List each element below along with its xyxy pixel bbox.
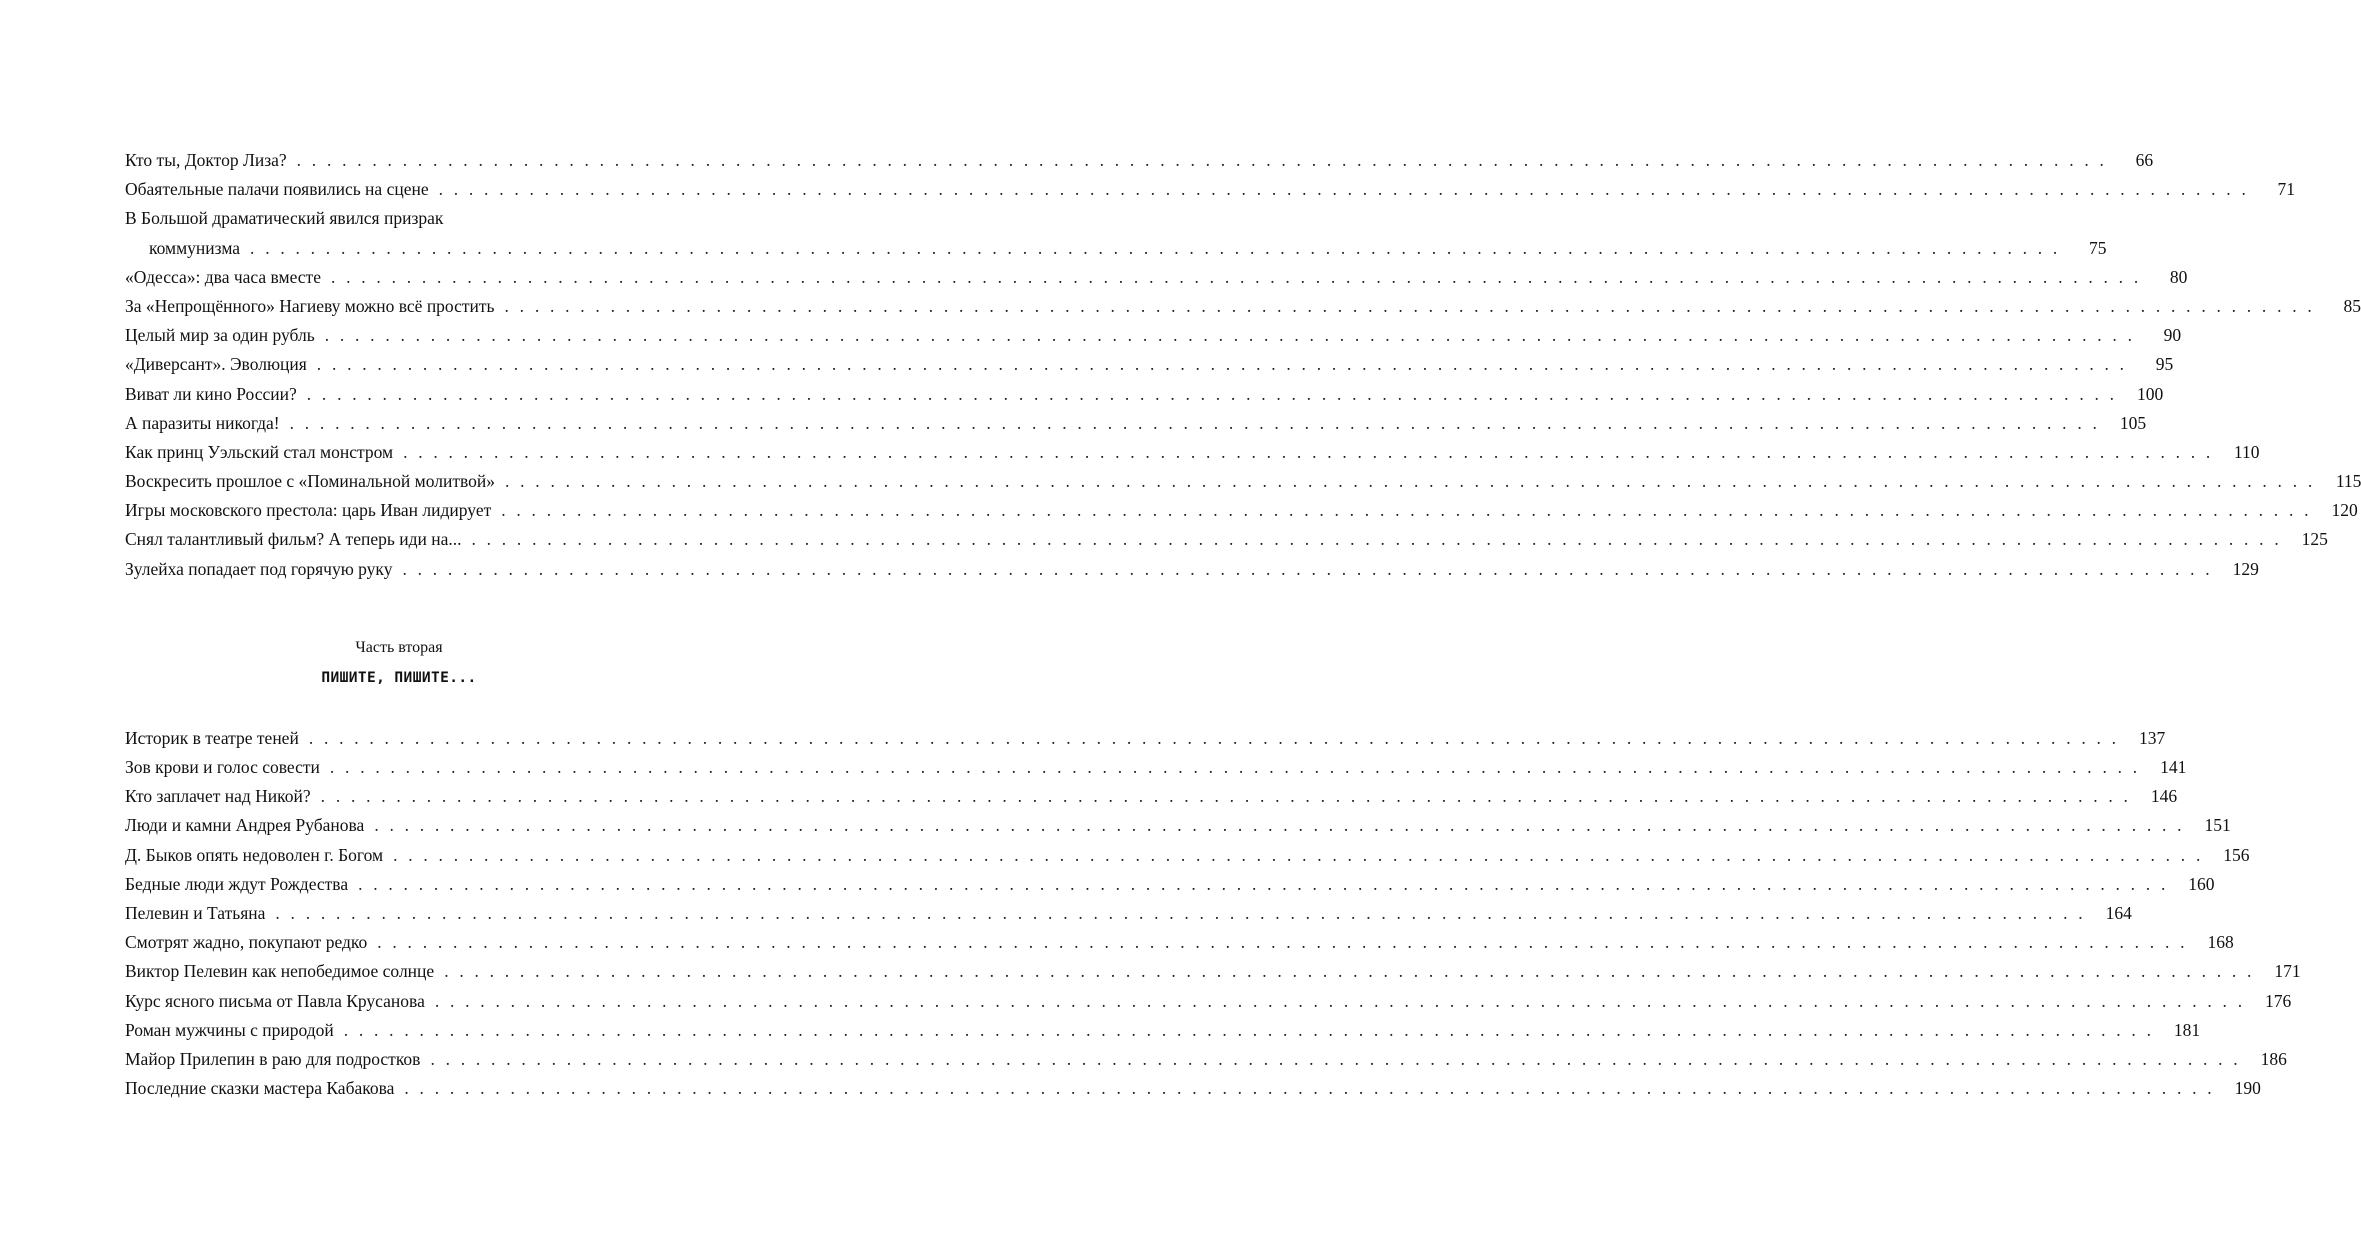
toc-entry-title-continuation: коммунизма (149, 237, 241, 258)
dot-leader: . . . . . . . . . . . . . . . . . . . . . . . . . . . . . . . . . . . . . . . . . . . . . . . . . . . . . . . . . . . . . . . . . . . . . . . . . . . . . . . . . . . . . . . . . . . . . . . . . . . . . . . . . . . . . . . . . . . . . . . . (403, 441, 2214, 462)
toc-entry-title: Виват ли кино России? (125, 383, 297, 404)
dot-leader: . . . . . . . . . . . . . . . . . . . . . . . . . . . . . . . . . . . . . . . . . . . . . . . . . . . . . . . . . . . . . . . . . . . . . . . . . . . . . . . . . . . . . . . . . . . . . . . . . . . . . . . . . . . . . . . . . . . . . . . . (250, 237, 2061, 258)
dot-leader: . . . . . . . . . . . . . . . . . . . . . . . . . . . . . . . . . . . . . . . . . . . . . . . . . . . . . . . . . . . . . . . . . . . . . . . . . . . . . . . . . . . . . . . . . . . . . . . . . . . . . . . . . . . . . . . . . . . . . . . . (393, 844, 2204, 865)
toc-entry-title: Игры московского престола: царь Иван лидирует (125, 500, 492, 521)
dot-leader: . . . . . . . . . . . . . . . . . . . . . . . . . . . . . . . . . . . . . . . . . . . . . . . . . . . . . . . . . . . . . . . . . . . . . . . . . . . . . . . . . . . . . . . . . . . . . . . . . . . . . . . . . . . . . . . . . . . . . . . . (505, 471, 2316, 492)
toc-section-1 (125, 146, 2361, 584)
toc-page-number: 85 (2343, 295, 2361, 316)
toc-page-number: 171 (2274, 961, 2301, 982)
dot-leader: . . . . . . . . . . . . . . . . . . . . . . . . . . . . . . . . . . . . . . . . . . . . . . . . . . . . . . . . . . . . . . . . . . . . . . . . . . . . . . . . . . . . . . . . . . . . . . . . . . . . . . . . . . . . . . . . . . . . . . . . (374, 815, 2185, 836)
toc-entry (125, 957, 2301, 986)
toc-entry-title: Последние сказки мастера Кабакова (125, 1078, 395, 1099)
toc-entry (125, 841, 2250, 870)
toc-entry-title: Бедные люди ждут Рождества (125, 873, 349, 894)
toc-entry-title: Как принц Уэльский стал монстром (125, 441, 394, 462)
toc-page-number: 190 (2234, 1078, 2261, 1099)
toc-entry (125, 1045, 2287, 1074)
dot-leader: . . . . . . . . . . . . . . . . . . . . . . . . . . . . . . . . . . . . . . . . . . . . . . . . . . . . . . . . . . . . . . . . . . . . . . . . . . . . . . . . . . . . . . . . . . . . . . . . . . . . . . . . . . . . . . . . . . . . . . . . (404, 1078, 2215, 1099)
dot-leader: . . . . . . . . . . . . . . . . . . . . . . . . . . . . . . . . . . . . . . . . . . . . . . . . . . . . . . . . . . . . . . . . . . . . . . . . . . . . . . . . . . . . . . . . . . . . . . . . . . . . . . . . . . . . . . . . . . . . . . . . (320, 786, 2132, 807)
dot-leader: . . . . . . . . . . . . . . . . . . . . . . . . . . . . . . . . . . . . . . . . . . . . . . . . . . . . . . . . . . . . . . . . . . . . . . . . . . . . . . . . . . . . . . . . . . . . . . . . . . . . . . . . . . . . . . . . . . . . . . . . (471, 529, 2282, 550)
dot-leader: . . . . . . . . . . . . . . . . . . . . . . . . . . . . . . . . . . . . . . . . . . . . . . . . . . . . . . . . . . . . . . . . . . . . . . . . . . . . . . . . . . . . . . . . . . . . . . . . . . . . . . . . . . . . . . . . . . . . . . . . (275, 902, 2086, 923)
dot-leader: . . . . . . . . . . . . . . . . . . . . . . . . . . . . . . . . . . . . . . . . . . . . . . . . . . . . . . . . . . . . . . . . . . . . . . . . . . . . . . . . . . . . . . . . . . . . . . . . . . . . . . . . . . . . . . . . . . . . . . . . (430, 1048, 2241, 1069)
toc-entry-title: Смотрят жадно, покупают редко (125, 932, 368, 953)
toc-page-number: 141 (2160, 757, 2187, 777)
toc-entry-title: За «Непрощённого» Нагиеву можно всё простить (125, 295, 495, 316)
toc-entry (125, 234, 2107, 263)
dot-leader: . . . . . . . . . . . . . . . . . . . . . . . . . . . . . . . . . . . . . . . . . . . . . . . . . . . . . . . . . . . . . . . . . . . . . . . . . . . . . . . . . . . . . . . . . . . . . . . . . . . . . . . . . . . . . . . . . . . . . . . . (324, 325, 2136, 346)
toc-entry-title: Роман мужчины с природой (125, 1019, 334, 1040)
toc-entry-title: Курс ясного письма от Павла Крусанова (125, 990, 425, 1011)
toc-entry (125, 146, 2154, 175)
toc-entry (125, 928, 2234, 957)
toc-entry-title: «Диверсант». Эволюция (125, 354, 307, 375)
toc-entry-title: А паразиты никогда! (125, 412, 280, 433)
toc-entry-title: Майор Прилепин в раю для подростков (125, 1048, 421, 1069)
toc-entry-title: Пелевин и Татьяна (125, 902, 266, 923)
toc-page-number: 137 (2139, 727, 2166, 748)
toc-entry-title: Снял талантливый фильм? А теперь иди на... (125, 529, 462, 550)
toc-entry-title: Д. Быков опять недоволен г. Богом (125, 844, 384, 865)
toc-entry (125, 350, 2174, 379)
toc-entry (125, 438, 2260, 467)
toc-page-number: 71 (2277, 179, 2296, 200)
toc-page-number: 120 (2331, 500, 2358, 521)
toc-entry (125, 753, 2187, 782)
dot-leader: . . . . . . . . . . . . . . . . . . . . . . . . . . . . . . . . . . . . . . . . . . . . . . . . . . . . . . . . . . . . . . . . . . . . . . . . . . . . . . . . . . . . . . . . . . . . . . . . . . . . . . . . . . . . . . . . . . . . . . . . (358, 873, 2169, 894)
toc-entry-title: В Большой драматический явился призрак (125, 208, 444, 229)
toc-page-number: 125 (2301, 529, 2328, 550)
toc-page-number: 176 (2265, 990, 2292, 1011)
part-label: Часть вторая (355, 638, 443, 656)
toc-entry-title: Историк в театре теней (125, 727, 299, 748)
toc-entry-title: Зулейха попадает под горячую руку (125, 558, 393, 579)
toc-page-number: 156 (2223, 844, 2250, 865)
toc-entry (125, 811, 2231, 840)
toc-entry (125, 380, 2164, 409)
toc-page-number: 168 (2207, 932, 2234, 953)
toc-entry-title: Кто заплачет над Никой? (125, 786, 311, 807)
dot-leader: . . . . . . . . . . . . . . . . . . . . . . . . . . . . . . . . . . . . . . . . . . . . . . . . . . . . . . . . . . . . . . . . . . . . . . . . . . . . . . . . . . . . . . . . . . . . . . . . . . . . . . . . . . . . . . . . . . . . . . . . (343, 1019, 2155, 1040)
dot-leader: . . . . . . . . . . . . . . . . . . . . . . . . . . . . . . . . . . . . . . . . . . . . . . . . . . . . . . . . . . . . . . . . . . . . . . . . . . . . . . . . . . . . . . . . . . . . . . . . . . . . . . . . . . . . . . . . . . . . . . . . (402, 558, 2213, 579)
dot-leader: . . . . . . . . . . . . . . . . . . . . . . . . . . . . . . . . . . . . . . . . . . . . . . . . . . . . . . . . . . . . . . . . . . . . . . . . . . . . . . . . . . . . . . . . . . . . . . . . . . . . . . . . . . . . . . . . . . . . . . . . (377, 932, 2188, 953)
toc-section-2 (125, 724, 2301, 1103)
table-of-contents (125, 146, 2361, 1103)
toc-entry (125, 496, 2358, 525)
dot-leader: . . . . . . . . . . . . . . . . . . . . . . . . . . . . . . . . . . . . . . . . . . . . . . . . . . . . . . . . . . . . . . . . . . . . . . . . . . . . . . . . . . . . . . . . . . . . . . . . . . . . . . . . . . . . . . . . . . . . . . . . (329, 757, 2141, 777)
toc-page-number: 80 (2169, 266, 2188, 287)
toc-page-number: 146 (2150, 786, 2178, 807)
dot-leader: . . . . . . . . . . . . . . . . . . . . . . . . . . . . . . . . . . . . . . . . . . . . . . . . . . . . . . . . . . . . . . . . . . . . . . . . . . . . . . . . . . . . . . . . . . . . . . . . . . . . . . . . . . . . . . . . . . . . . . . . (434, 990, 2246, 1011)
toc-entry-title: Виктор Пелевин как непобедимое солнце (125, 961, 435, 982)
dot-leader: . . . . . . . . . . . . . . . . . . . . . . . . . . . . . . . . . . . . . . . . . . . . . . . . . . . . . . . . . . . . . . . . . . . . . . . . . . . . . . . . . . . . . . . . . . . . . . . . . . . . . . . . . . . . . . . . . . . . . . . . (316, 354, 2128, 375)
toc-entry-title: Обаятельные палачи появились на сцене (125, 179, 429, 200)
toc-entry-title: Воскресить прошлое с «Поминальной молитвой» (125, 471, 495, 492)
toc-page-number: 115 (2335, 471, 2361, 492)
toc-page-number: 105 (2119, 412, 2147, 433)
toc-page-number: 181 (2173, 1019, 2201, 1040)
toc-entry-title: Целый мир за один рубль (125, 325, 315, 346)
toc-page-number: 100 (2136, 383, 2164, 404)
toc-entry (125, 467, 2361, 496)
dot-leader: . . . . . . . . . . . . . . . . . . . . . . . . . . . . . . . . . . . . . . . . . . . . . . . . . . . . . . . . . . . . . . . . . . . . . . . . . . . . . . . . . . . . . . . . . . . . . . . . . . . . . . . . . . . . . . . . . . . . . . . . (504, 295, 2315, 316)
toc-entry (125, 525, 2328, 554)
toc-entry (125, 175, 2296, 204)
toc-entry (125, 263, 2188, 292)
dot-leader: . . . . . . . . . . . . . . . . . . . . . . . . . . . . . . . . . . . . . . . . . . . . . . . . . . . . . . . . . . . . . . . . . . . . . . . . . . . . . . . . . . . . . . . . . . . . . . . . . . . . . . . . . . . . . . . . . . . . . . . . (306, 383, 2118, 404)
dot-leader: . . . . . . . . . . . . . . . . . . . . . . . . . . . . . . . . . . . . . . . . . . . . . . . . . . . . . . . . . . . . . . . . . . . . . . . . . . . . . . . . . . . . . . . . . . . . . . . . . . . . . . . . . . . . . . . . . . . . . . . . (501, 500, 2312, 521)
part-header (125, 635, 673, 691)
toc-page-number: 164 (2105, 902, 2132, 923)
toc-page-number: 95 (2155, 354, 2174, 375)
dot-leader: . . . . . . . . . . . . . . . . . . . . . . . . . . . . . . . . . . . . . . . . . . . . . . . . . . . . . . . . . . . . . . . . . . . . . . . . . . . . . . . . . . . . . . . . . . . . . . . . . . . . . . . . . . . . . . . . . . . . . . . . (444, 961, 2255, 982)
toc-entry (125, 292, 2361, 321)
dot-leader: . . . . . . . . . . . . . . . . . . . . . . . . . . . . . . . . . . . . . . . . . . . . . . . . . . . . . . . . . . . . . . . . . . . . . . . . . . . . . . . . . . . . . . . . . . . . . . . . . . . . . . . . . . . . . . . . . . . . . . . . (308, 727, 2120, 748)
toc-page-number: 75 (2088, 237, 2107, 258)
toc-page-number: 160 (2188, 873, 2215, 894)
toc-entry (125, 321, 2182, 350)
toc-entry-title: Зов крови и голос совести (125, 757, 320, 777)
toc-entry-title: Кто ты, Доктор Лиза? (125, 150, 287, 170)
toc-entry (125, 555, 2259, 584)
toc-page-number: 129 (2232, 558, 2259, 579)
dot-leader: . . . . . . . . . . . . . . . . . . . . . . . . . . . . . . . . . . . . . . . . . . . . . . . . . . . . . . . . . . . . . . . . . . . . . . . . . . . . . . . . . . . . . . . . . . . . . . . . . . . . . . . . . . . . . . . . . . . . . . . . (296, 150, 2108, 170)
toc-page-number: 110 (2233, 441, 2260, 462)
dot-leader: . . . . . . . . . . . . . . . . . . . . . . . . . . . . . . . . . . . . . . . . . . . . . . . . . . . . . . . . . . . . . . . . . . . . . . . . . . . . . . . . . . . . . . . . . . . . . . . . . . . . . . . . . . . . . . . . . . . . . . . . (438, 179, 2250, 200)
toc-page-number: 186 (2260, 1048, 2287, 1069)
toc-entry (125, 899, 2132, 928)
toc-entry-title: Люди и камни Андрея Рубанова (125, 815, 365, 836)
toc-entry (125, 409, 2147, 438)
toc-page-number: 66 (2135, 150, 2154, 170)
toc-page-number: 151 (2204, 815, 2231, 836)
toc-entry (125, 724, 2166, 753)
toc-page-number: 90 (2163, 325, 2182, 346)
dot-leader: . . . . . . . . . . . . . . . . . . . . . . . . . . . . . . . . . . . . . . . . . . . . . . . . . . . . . . . . . . . . . . . . . . . . . . . . . . . . . . . . . . . . . . . . . . . . . . . . . . . . . . . . . . . . . . . . . . . . . . . . (289, 412, 2101, 433)
toc-entry-title: «Одесса»: два часа вместе (125, 266, 321, 287)
part-title: ПИШИТЕ, ПИШИТЕ... (321, 669, 477, 686)
toc-entry (125, 782, 2178, 811)
dot-leader: . . . . . . . . . . . . . . . . . . . . . . . . . . . . . . . . . . . . . . . . . . . . . . . . . . . . . . . . . . . . . . . . . . . . . . . . . . . . . . . . . . . . . . . . . . . . . . . . . . . . . . . . . . . . . . . . . . . . . . . . (330, 266, 2142, 287)
toc-entry (125, 1016, 2201, 1045)
toc-entry (125, 987, 2292, 1016)
toc-entry (125, 870, 2215, 899)
toc-entry (125, 1074, 2261, 1103)
